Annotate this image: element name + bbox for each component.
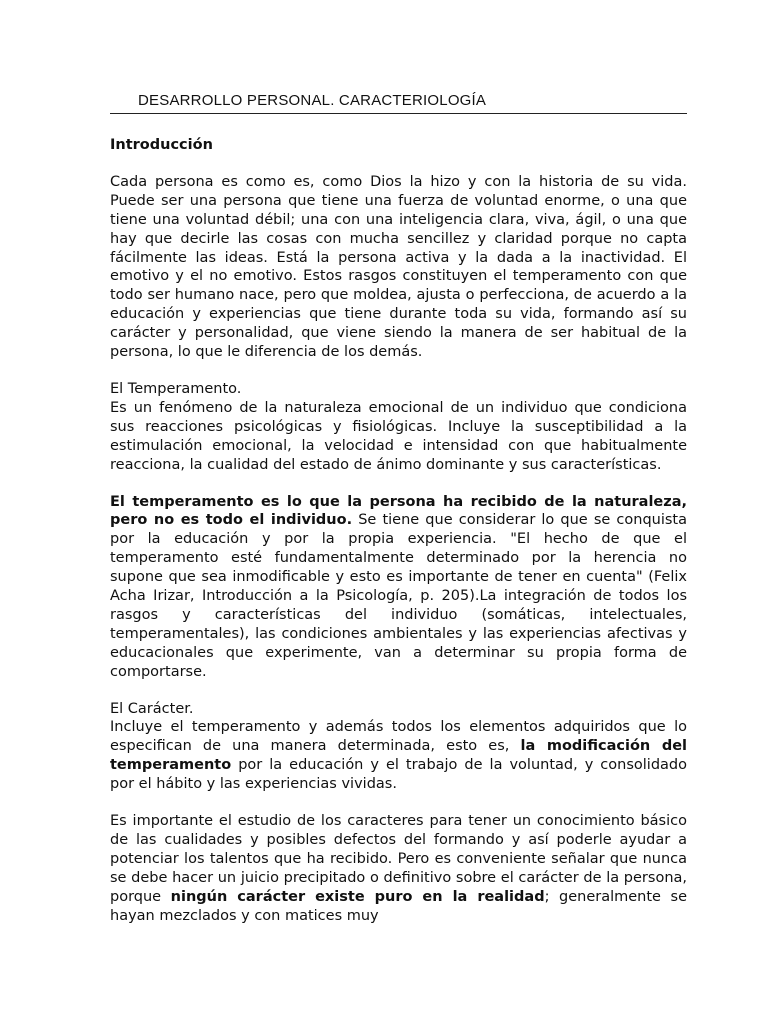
emphasis-temperamento: El temperamento es lo que la persona ha recibido de la naturaleza, pero no es todo el individuo. (110, 493, 687, 529)
title-block (110, 92, 687, 114)
caracter-label: El Carácter. (110, 700, 194, 717)
estudio-text-b: ; generalmente se hayan mezclados y con matices muy (110, 888, 687, 924)
temperamento-label: El Temperamento. (110, 380, 242, 397)
temperamento-naturaleza-text: Se tiene que considerar lo que se conquista por la educación y por la propia experiencia. "El hecho de que el temperamento esté fundamentalmente determinado por la herencia no supone que sea inmodificable y esto es importante de tener en cuenta" (Felix Acha Irizar, Introducción a la Psicología, p. 205).La integración de todos los rasgos y características del individuo (somáticas, intelectuales, temperamentales), las condiciones ambientales y las experiencias afectivas y educacionales que experimente, van a determinar su propia forma de comportarse. (110, 512, 687, 680)
caracter-text-b: por la educación y el trabajo de la voluntad, y consolidado por el hábito y las experiencias vividas. (110, 757, 687, 793)
paragraph-intro: Cada persona es como es, como Dios la hizo y con la historia de su vida. Puede ser una persona que tiene una fuerza de voluntad enorme, o una que tiene una voluntad débil; una con una inteligencia clara, viva, ágil, o una que hay que decirle las cosas con mucha sencillez y claridad porque no capta fácilmente las ideas. Está la persona activa y la dada a la inactividad. El emotivo y el no emotivo. Estos rasgos constituyen el temperamento con que todo ser humano nace, pero que moldea, ajusta o perfecciona, de acuerdo a la educación y experiencias que tiene durante toda su vida, formando así su carácter y personalidad, que viene siendo la manera de ser habitual de la persona, lo que le diferencia de los demás. (110, 173, 687, 361)
paragraph-temperamento-naturaleza (110, 493, 687, 682)
paragraph-estudio-caracteres (110, 812, 687, 925)
emphasis-ningun-caracter: ningún carácter existe puro en la realidad (170, 888, 545, 905)
emphasis-modificacion: la modificación del temperamento (110, 738, 688, 774)
document-body (110, 136, 687, 944)
page-title: DESARROLLO PERSONAL. CARACTERIOLOGÍA (138, 92, 487, 109)
intro-heading: Introducción (110, 137, 213, 153)
caracter-text-a: Incluye el temperamento y además todos los elementos adquiridos que lo especifican de una manera determinada, esto es, (110, 719, 687, 755)
paragraph-caracter (110, 700, 687, 795)
paragraph-temperamento (110, 380, 687, 475)
estudio-text-a: Es importante el estudio de los caracteres para tener un conocimiento básico de las cualidades y posibles defectos del formando y así poderle ayudar a potenciar los talentos que ha recibido. Pero es conveniente señalar que nunca se debe hacer un juicio precipitado o definitivo sobre el carácter de la persona, porque (110, 813, 687, 905)
temperamento-text: Es un fenómeno de la naturaleza emocional de un individuo que condiciona sus reacciones psicológicas y fisiológicas. Incluye la susceptibilidad a la estimulación emocional, la velocidad e intensidad con que habitualmente reacciona, la cualidad del estado de ánimo dominante y sus características. (110, 399, 687, 473)
